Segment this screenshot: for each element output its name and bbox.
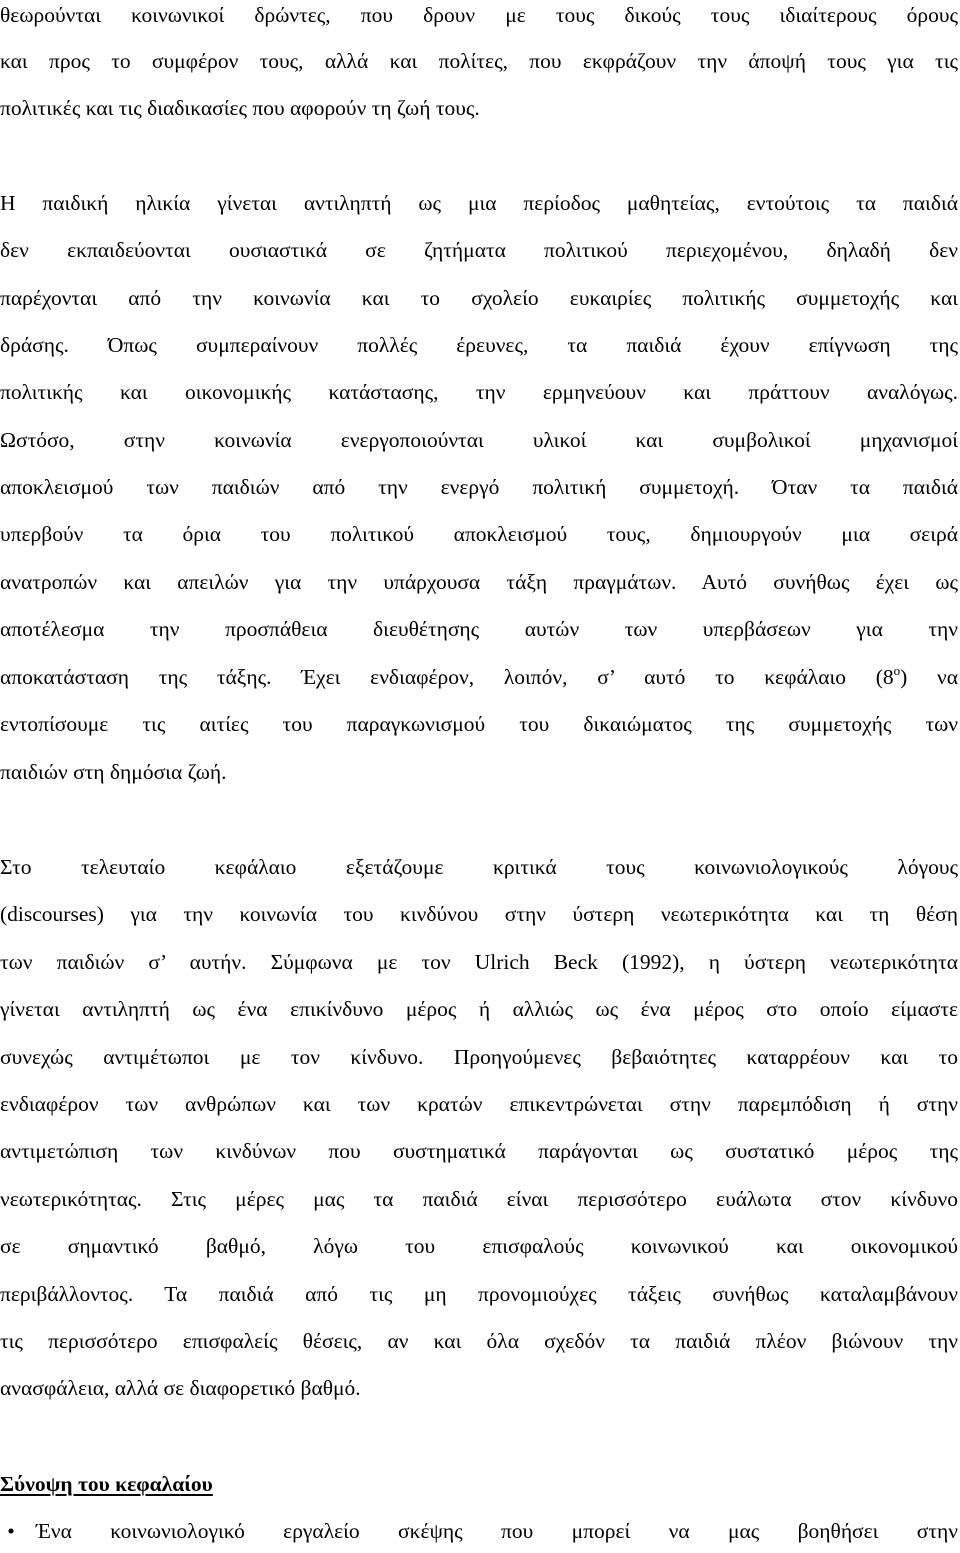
paragraph-line: πολιτικής και οικονομικής κατάστασης, την ερμηνεύουν και πράττουν αναλόγως. (0, 380, 958, 404)
paragraph-line: γίνεται αντιληπτή ως ένα επικίνδυνο μέρος ή αλλιώς ως ένα μέρος στο οποίο είμαστε (0, 997, 958, 1021)
paragraph-line: αποτέλεσμα την προσπάθεια διευθέτησης αυτών των υπερβάσεων για την (0, 617, 958, 641)
paragraph-line: των παιδιών σ’ αυτήν. Σύμφωνα με τον Ulrich Beck (1992), η ύστερη νεωτερικότητα (0, 950, 958, 974)
paragraph-line: σε σημαντικό βαθμό, λόγω του επισφαλούς κοινωνικού και οικονομικού (0, 1234, 958, 1258)
paragraph-line: (discourses) για την κοινωνία του κινδύνου στην ύστερη νεωτερικότητα και τη θέση (0, 902, 958, 926)
paragraph-line: ανασφάλεια, αλλά σε διαφορετικό βαθμό. (0, 1376, 361, 1400)
paragraph-line: παρέχονται από την κοινωνία και το σχολείο ευκαιρίες πολιτικής συμμετοχής και (0, 286, 958, 310)
line-text-after: ) να (900, 665, 958, 689)
paragraph-line: περιβάλλοντος. Τα παιδιά από τις μη προνομιούχες τάξεις συνήθως καταλαμβάνουν (0, 1282, 958, 1306)
paragraph-line: Η παιδική ηλικία γίνεται αντιληπτή ως μια περίοδος μαθητείας, εντούτοις τα παιδιά (0, 191, 958, 215)
paragraph-line: δεν εκπαιδεύονται ουσιαστικά σε ζητήματα πολιτικού περιεχομένου, δηλαδή δεν (0, 238, 958, 262)
paragraph-line: ανατροπών και απειλών για την υπάρχουσα τάξη πραγμάτων. Αυτό συνήθως έχει ως (0, 570, 958, 594)
paragraph-line: εντοπίσουμε τις αιτίες του παραγκωνισμού του δικαιώματος της συμμετοχής των (0, 712, 958, 736)
paragraph-line: παιδιών στη δημόσια ζωή. (0, 760, 227, 784)
intro-line: πολιτικές και τις διαδικασίες που αφορούν τη ζωή τους. (0, 96, 480, 120)
paragraph-line: τις περισσότερο επισφαλείς θέσεις, αν και όλα σχεδόν τα παιδιά πλέον βιώνουν την (0, 1329, 958, 1353)
bullet-icon: • (7, 1519, 15, 1543)
intro-line: θεωρούνται κοινωνικοί δρώντες, που δρουν με τους δικούς τους ιδιαίτερους όρους (0, 3, 958, 27)
paragraph-line: Ωστόσο, στην κοινωνία ενεργοποιούνται υλικοί και συμβολικοί μηχανισμοί (0, 428, 958, 452)
section-heading: Σύνοψη του κεφαλαίου (0, 1472, 213, 1496)
paragraph-line: αποκλεισμού των παιδιών από την ενεργό πολιτική συμμετοχή. Όταν τα παιδιά (0, 475, 958, 499)
paragraph-line-with-superscript (0, 662, 958, 692)
paragraph-line: νεωτερικότητας. Στις μέρες μας τα παιδιά είναι περισσότερο ευάλωτα στον κίνδυνο (0, 1187, 958, 1211)
intro-line: και προς το συμφέρον τους, αλλά και πολίτες, που εκφράζουν την άποψή τους για τις (0, 49, 958, 73)
ordinal-superscript: ο (893, 663, 901, 678)
line-text-before: αποκατάσταση της τάξης. Έχει ενδιαφέρον, λοιπόν, σ’ αυτό το κεφάλαιο (8 (0, 665, 894, 689)
paragraph-line: αντιμετώπιση των κινδύνων που συστηματικά παράγονται ως συστατικό μέρος της (0, 1139, 958, 1163)
bullet-list-item (0, 1516, 958, 1546)
bullet-text: Ένα κοινωνιολογικό εργαλείο σκέψης που μπορεί να μας βοηθήσει στην (36, 1519, 958, 1543)
paragraph-line: ενδιαφέρον των ανθρώπων και των κρατών επικεντρώνεται στην παρεμπόδιση ή στην (0, 1092, 958, 1116)
paragraph-line: υπερβούν τα όρια του πολιτικού αποκλεισμού τους, δημιουργούν μια σειρά (0, 522, 958, 546)
paragraph-line: δράσης. Όπως συμπεραίνουν πολλές έρευνες, τα παιδιά έχουν επίγνωση της (0, 333, 958, 357)
paragraph-line: συνεχώς αντιμέτωποι με τον κίνδυνο. Προηγούμενες βεβαιότητες καταρρέουν και το (0, 1045, 958, 1069)
paragraph-line: Στο τελευταίο κεφάλαιο εξετάζουμε κριτικά τους κοινωνιολογικούς λόγους (0, 855, 958, 879)
